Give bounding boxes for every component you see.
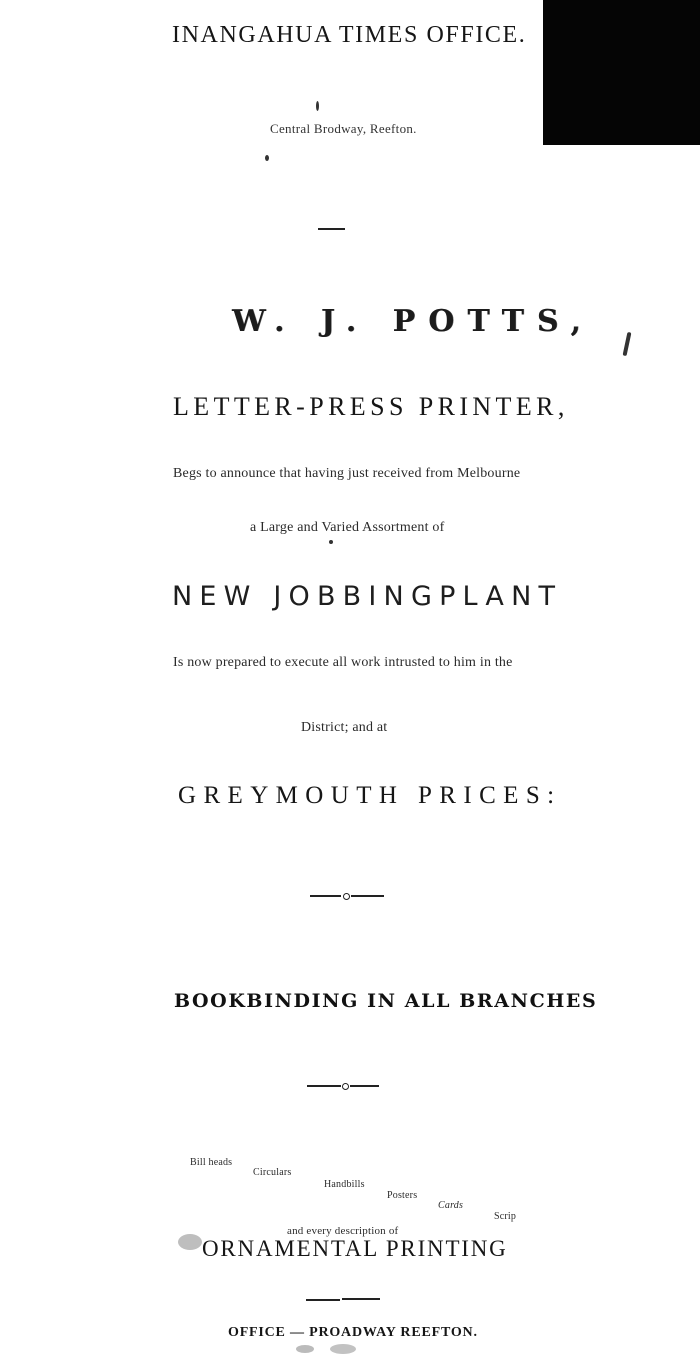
divider-rule-1 <box>318 228 345 230</box>
proprietor-name: W. J. POTTS, <box>232 304 594 339</box>
proprietor-trade: LETTER-PRESS PRINTER, <box>173 392 569 421</box>
ornamental-printing-headline: ORNAMENTAL PRINTING <box>202 1236 508 1261</box>
redaction-block <box>543 0 700 145</box>
item-bill-heads: Bill heads <box>190 1157 233 1168</box>
bookbinding-headline: BOOKBINDING IN ALL BRANCHES <box>174 990 598 1012</box>
item-cards: Cards <box>438 1200 464 1211</box>
ink-speck <box>329 540 333 544</box>
item-scrip: Scrip <box>494 1211 517 1222</box>
every-description-line: and every description of <box>287 1225 399 1237</box>
ornamental-divider-3 <box>306 1295 380 1305</box>
announcement-line-3: Is now prepared to execute all work intrusted to him in the <box>173 655 513 670</box>
ink-speck <box>623 332 632 356</box>
new-jobbing-plant-headline: NEW JOBBINGPLANT <box>172 581 563 612</box>
announcement-line-1: Begs to announce that having just received from Melbourne <box>173 466 521 481</box>
ornamental-divider-1 <box>310 891 386 901</box>
ink-speck <box>316 101 319 111</box>
item-circulars: Circulars <box>253 1167 292 1178</box>
ink-speck <box>265 155 269 161</box>
office-address: Central Brodway, Reefton. <box>270 121 417 136</box>
greymouth-prices-headline: GREYMOUTH PRICES: <box>178 782 562 809</box>
ink-speck <box>178 1234 202 1250</box>
ornamental-divider-2 <box>307 1081 379 1091</box>
ink-speck <box>296 1345 314 1353</box>
announcement-line-4: District; and at <box>301 720 388 735</box>
office-footer: OFFICE — PROADWAY REEFTON. <box>228 1325 478 1340</box>
ink-speck <box>330 1344 356 1354</box>
office-heading: INANGAHUA TIMES OFFICE. <box>172 22 527 48</box>
item-posters: Posters <box>387 1190 418 1201</box>
announcement-line-2: a Large and Varied Assortment of <box>250 520 445 535</box>
item-handbills: Handbills <box>324 1179 365 1190</box>
